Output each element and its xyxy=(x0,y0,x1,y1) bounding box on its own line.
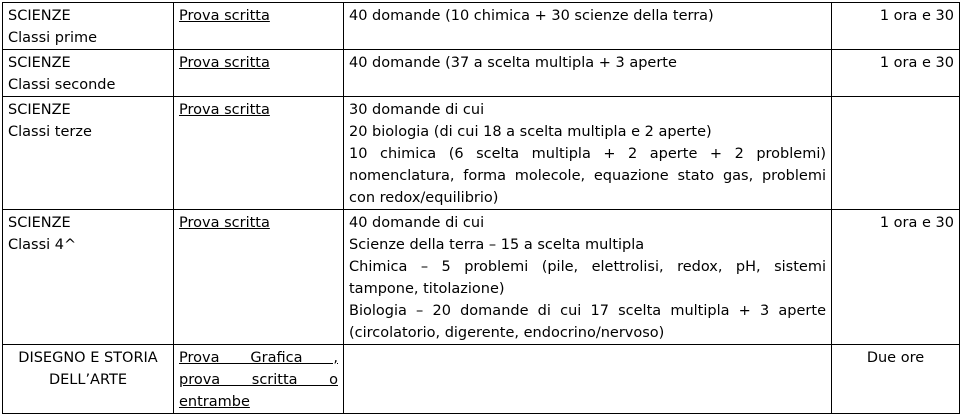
content-line: Scienze della terra – 15 a scelta multipla xyxy=(349,237,645,253)
table-row xyxy=(3,3,960,50)
content-cell xyxy=(344,50,832,97)
test-type: Prova scritta xyxy=(179,102,270,118)
test-type: entrambe xyxy=(179,394,250,410)
content-cell xyxy=(344,345,832,414)
subject-name: DISEGNO E STORIA xyxy=(18,350,158,366)
content-line: 40 domande (10 chimica + 30 scienze della terra) xyxy=(349,8,714,24)
content-line: 10 chimica (6 scelta multipla + 2 aperte + 2 problemi) xyxy=(349,146,826,162)
subject-name: SCIENZE xyxy=(8,55,71,71)
subject-classes: DELL’ARTE xyxy=(48,372,128,388)
content-cell xyxy=(344,210,832,345)
subject-cell xyxy=(3,97,174,210)
table-row xyxy=(3,50,960,97)
subject-name: SCIENZE xyxy=(8,215,71,231)
content-line: Chimica – 5 problemi (pile, elettrolisi, redox, pH, sistemi xyxy=(349,259,826,275)
subject-classes: Classi 4^ xyxy=(8,237,77,253)
duration: 1 ora e 30 xyxy=(879,8,954,24)
duration: 1 ora e 30 xyxy=(879,215,954,231)
duration-cell xyxy=(832,345,960,414)
content-line: con redox/equilibrio) xyxy=(349,190,499,206)
content-line: (circolatorio, digerente, endocrino/nervoso) xyxy=(349,325,665,341)
subject-classes: Classi terze xyxy=(8,124,92,140)
subject-classes: Classi prime xyxy=(8,30,98,46)
content-line: 40 domande (37 a scelta multipla + 3 aperte xyxy=(349,55,677,71)
content-line: 30 domande di cui xyxy=(349,102,485,118)
table-row xyxy=(3,210,960,345)
exam-schedule-table xyxy=(2,2,960,414)
duration-cell xyxy=(832,97,960,210)
subject-cell xyxy=(3,50,174,97)
test-type: prova scritta o xyxy=(179,372,338,388)
test-type-cell xyxy=(174,97,344,210)
subject-cell xyxy=(3,210,174,345)
content-line: 20 biologia (di cui 18 a scelta multipla e 2 aperte) xyxy=(349,124,712,140)
test-type: Prova Grafica , xyxy=(179,350,338,366)
content-line: tampone, titolazione) xyxy=(349,281,505,297)
subject-cell xyxy=(3,3,174,50)
content-line: Biologia – 20 domande di cui 17 scelta multipla + 3 aperte xyxy=(349,303,826,319)
content-cell xyxy=(344,3,832,50)
content-cell xyxy=(344,97,832,210)
test-type-cell xyxy=(174,345,344,414)
subject-cell xyxy=(3,345,174,414)
duration-cell xyxy=(832,210,960,345)
duration-cell xyxy=(832,3,960,50)
test-type-cell xyxy=(174,3,344,50)
subject-name: SCIENZE xyxy=(8,8,71,24)
duration: Due ore xyxy=(866,350,925,366)
subject-name: SCIENZE xyxy=(8,102,71,118)
test-type: Prova scritta xyxy=(179,55,270,71)
test-type: Prova scritta xyxy=(179,215,270,231)
content-line: 40 domande di cui xyxy=(349,215,485,231)
duration-cell xyxy=(832,50,960,97)
subject-classes: Classi seconde xyxy=(8,77,116,93)
content-line: nomenclatura, forma molecole, equazione stato gas, problemi xyxy=(349,168,826,184)
table-row xyxy=(3,345,960,414)
duration: 1 ora e 30 xyxy=(879,55,954,71)
test-type-cell xyxy=(174,50,344,97)
test-type: Prova scritta xyxy=(179,8,270,24)
table-row xyxy=(3,97,960,210)
test-type-cell xyxy=(174,210,344,345)
